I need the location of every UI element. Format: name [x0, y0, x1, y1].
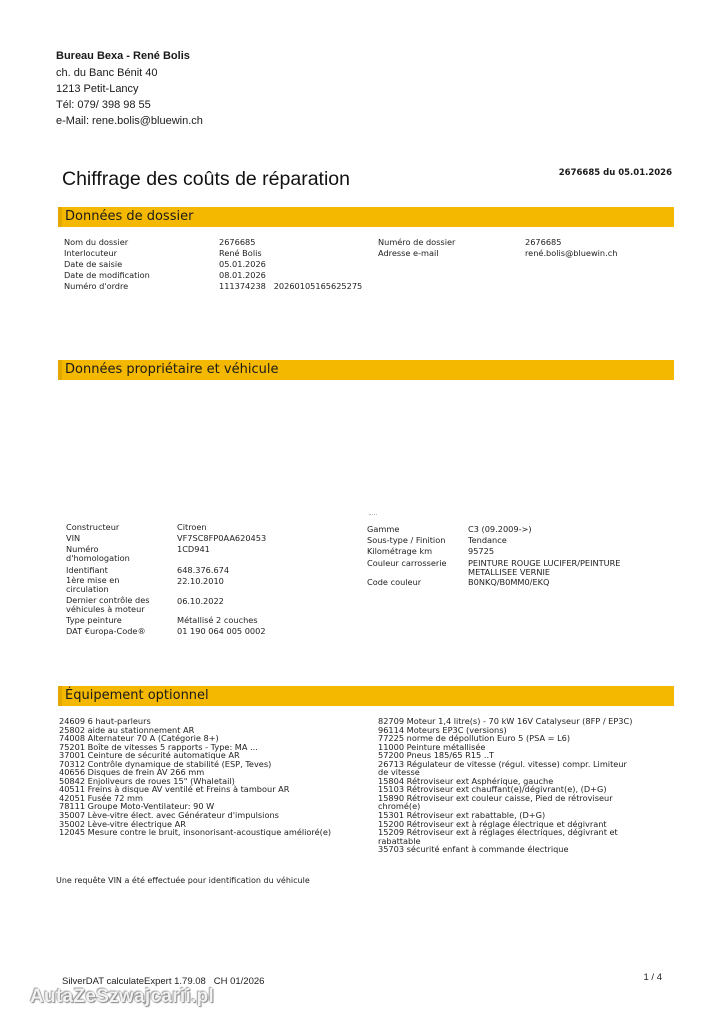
vehicle-label: Dernier contrôle des véhicules à moteur [66, 595, 150, 614]
equipment-item: 35703 sécurité enfant à commande électrique [378, 844, 569, 855]
equipment-item: 35007 Lève-vitre élect. avec Générateur d'impulsions [59, 810, 279, 821]
vehicle-label: Sous-type / Finition [367, 535, 446, 545]
equipment-item: 75201 Boîte de vitesses 5 rapports - Type: MA ... [59, 741, 258, 752]
dossier-value: René Bolis [219, 248, 262, 258]
vehicle-value: VF7SC8FP0AA620453 [177, 533, 267, 543]
equipment-item: 82709 Moteur 1,4 litre(s) - 70 kW 16V Catalyseur (8FP / EP3C) [378, 716, 633, 726]
equipment-item: 15890 Rétroviseur ext couleur caisse, Pied de rétroviseur chromé(e) [378, 792, 613, 812]
equipment-list-right [378, 717, 638, 854]
vehicle-label: VIN [66, 533, 81, 543]
vehicle-label: Kilométrage km [367, 546, 433, 556]
equipment-item: 15103 Rétroviseur ext chauffant(e)/dégivrant(e), (D+G) [378, 784, 607, 795]
company-phone: Tél: 079/ 398 98 55 [56, 99, 151, 111]
page-number: 1 / 4 [643, 972, 662, 983]
vehicle-label: Identifiant [66, 565, 108, 575]
document-reference: 2676685 du 05.01.2026 [558, 168, 672, 178]
equipment-item: 40511 Freins à disque AV ventilé et Freins à tambour AR [59, 784, 290, 795]
vehicle-label: Gamme [367, 524, 400, 534]
vehicle-label: Couleur carrosserie [367, 558, 447, 568]
equipment-item: 77225 norme de dépollution Euro 5 (PSA = L6) [378, 733, 571, 744]
company-name: Bureau Bexa - René Bolis [56, 50, 190, 62]
equipment-item: 96114 Moteurs EP3C (versions) [378, 724, 507, 735]
vehicle-value: Métallisé 2 couches [177, 615, 258, 625]
equipment-item: 42051 Fusée 72 mm [59, 792, 144, 803]
site-watermark: AutaZeSzwajcarii.pl [30, 986, 215, 1007]
section-vehicle-title: Données propriétaire et véhicule [65, 362, 279, 377]
equipment-item: 57200 Pneus 185/65 R15 ..T [378, 750, 495, 761]
dossier-label: Numéro d'ordre [64, 281, 129, 291]
company-city: 1213 Petit-Lancy [56, 83, 139, 95]
dossier-value: 08.01.2026 [219, 270, 266, 280]
equipment-item: 35002 Lève-vitre électrique AR [59, 818, 186, 829]
equipment-item: 74008 Alternateur 70 A (Catégorie 8+) [59, 733, 219, 744]
document-title: Chiffrage des coûts de réparation [62, 168, 350, 190]
dossier-value: 2676685 [525, 237, 562, 247]
dossier-label: Nom du dossier [64, 237, 129, 247]
vehicle-value: Citroen [177, 522, 207, 532]
equipment-item: 12045 Mesure contre le bruit, insonorisant-acoustique amélioré(e) [59, 827, 332, 838]
equipment-item: 70312 Contrôle dynamique de stabilité (ESP, Teves) [59, 758, 272, 769]
vehicle-value: Tendance [468, 535, 507, 545]
dossier-label: Numéro de dossier [378, 237, 456, 247]
equipment-item: 11000 Peinture métallisée [378, 741, 486, 752]
dossier-value: 111374238 20260105165625275 [219, 281, 363, 291]
vehicle-label: Constructeur [66, 522, 120, 532]
vehicle-value: 648.376.674 [177, 565, 230, 575]
dossier-value: 2676685 [219, 237, 256, 247]
vehicle-value: PEINTURE ROUGE LUCIFER/PEINTURE METALLISEE VERNIE [468, 558, 621, 577]
dossier-label: Date de saisie [64, 259, 123, 269]
equipment-item: 15301 Rétroviseur ext rabattable, (D+G) [378, 810, 546, 821]
equipment-list-left [59, 717, 369, 837]
vehicle-label: Code couleur [367, 577, 422, 587]
section-vehicle-header [58, 360, 674, 380]
dossier-value: 05.01.2026 [219, 259, 266, 269]
vehicle-value: 06.10.2022 [177, 596, 224, 606]
equipment-item: 50842 Enjoliveurs de roues 15" (Whaletail) [59, 775, 235, 786]
dossier-label: Date de modification [64, 270, 150, 280]
equipment-item: 15200 Rétroviseur ext à réglage électrique et dégivrant [378, 818, 607, 829]
vin-request-note: Une requête VIN a été effectuée pour identification du véhicule [56, 876, 310, 885]
vehicle-value: B0NKQ/B0MM0/EKQ [468, 577, 550, 587]
equipment-item: 24609 6 haut-parleurs [59, 716, 151, 726]
section-dossier-header [58, 207, 674, 227]
vehicle-value: 1CD941 [177, 544, 210, 554]
equipment-item: 26713 Régulateur de vitesse (régul. vitesse) compr. Limiteur de vitesse [378, 758, 627, 778]
vehicle-label: 1ère mise en circulation [66, 575, 120, 594]
equipment-item: 15804 Rétroviseur ext Asphérique, gauche [378, 775, 554, 786]
dossier-value: rené.bolis@bluewin.ch [525, 248, 618, 258]
equipment-item: 78111 Groupe Moto-Ventilateur: 90 W [59, 801, 215, 812]
vehicle-label: Type peinture [66, 615, 122, 625]
dossier-label: Adresse e-mail [378, 248, 439, 258]
vehicle-label: Numéro d'homologation [66, 544, 130, 563]
faint-mark [369, 514, 377, 518]
section-dossier-title: Données de dossier [65, 209, 194, 224]
vehicle-label: DAT €uropa-Code® [66, 626, 146, 636]
equipment-item: 37001 Ceinture de sécurité automatique AR [59, 750, 240, 761]
equipment-item: 25802 aide au stationnement AR [59, 724, 195, 735]
vehicle-value: 22.10.2010 [177, 576, 224, 586]
company-street: ch. du Banc Bénit 40 [56, 67, 158, 79]
equipment-item: 15209 Rétroviseur ext à réglages électriques, dégivrant et rabattable [378, 827, 618, 846]
equipment-item: 40656 Disques de frein AV 266 mm [59, 767, 205, 778]
dossier-label: Interlocuteur [64, 248, 117, 258]
section-equipment-title: Équipement optionnel [65, 688, 209, 703]
company-email: e-Mail: rene.bolis@bluewin.ch [56, 115, 203, 127]
section-equipment-header [58, 686, 674, 706]
vehicle-value: 01 190 064 005 0002 [177, 626, 266, 636]
software-footer: SilverDAT calculateExpert 1.79.08 CH 01/2026 [62, 976, 265, 987]
vehicle-value: C3 (09.2009->) [468, 524, 532, 534]
vehicle-value: 95725 [468, 546, 495, 556]
